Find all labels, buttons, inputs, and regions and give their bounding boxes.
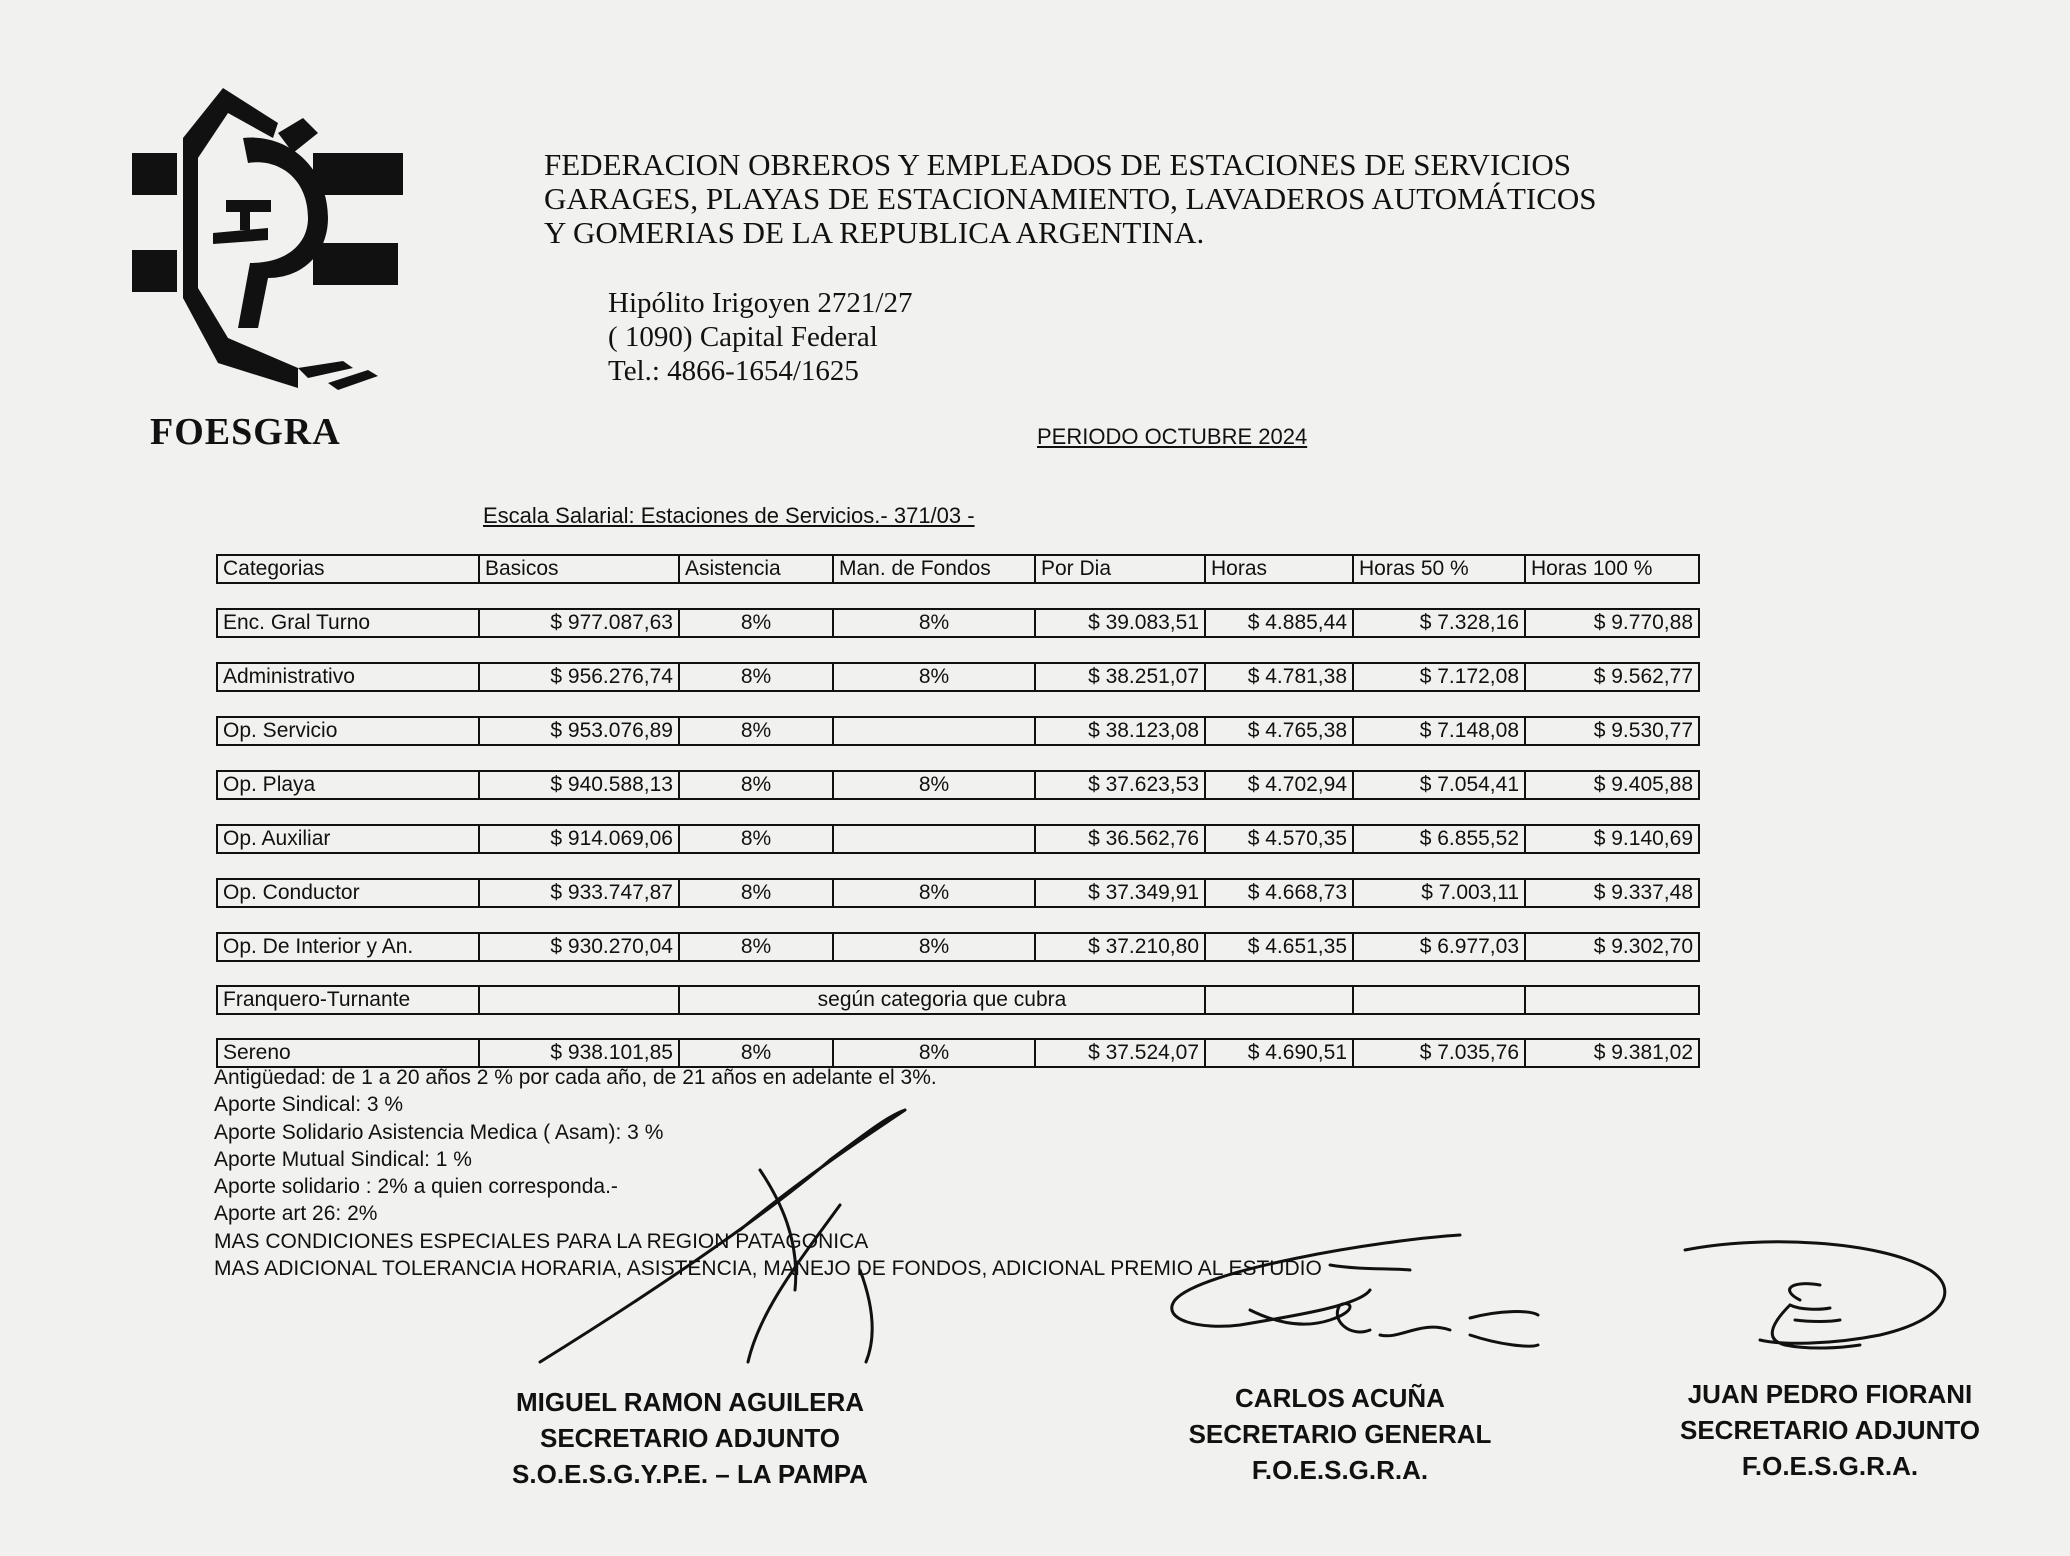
address-phone: Tel.: 4866-1654/1625 bbox=[608, 355, 859, 387]
man-fondos-cell: 8% bbox=[834, 878, 1036, 908]
category-cell: Op. Playa bbox=[216, 770, 480, 800]
signatory-role: SECRETARIO ADJUNTO bbox=[540, 1423, 840, 1453]
table-row bbox=[216, 770, 1700, 800]
address-block bbox=[608, 286, 912, 388]
horas-100-cell: $ 9.337,48 bbox=[1526, 878, 1700, 908]
category-cell: Administrativo bbox=[216, 662, 480, 692]
signatory-org: F.O.E.S.G.R.A. bbox=[1741, 1451, 1919, 1481]
por-dia-cell: $ 36.562,76 bbox=[1036, 824, 1206, 854]
horas-cell: $ 4.765,38 bbox=[1206, 716, 1354, 746]
horas-100-cell: $ 9.405,88 bbox=[1526, 770, 1700, 800]
category-cell: Op. Auxiliar bbox=[216, 824, 480, 854]
signatory-name: MIGUEL RAMON AGUILERA bbox=[515, 1387, 865, 1417]
signatory-org: F.O.E.S.G.R.A. bbox=[1251, 1455, 1429, 1485]
note-line: Aporte Mutual Sindical: 1 % bbox=[214, 1147, 472, 1171]
basico-cell: $ 938.101,85 bbox=[480, 1038, 680, 1068]
category-cell: Op. Conductor bbox=[216, 878, 480, 908]
asistencia-cell: 8% bbox=[680, 608, 834, 638]
por-dia-cell: $ 37.524,07 bbox=[1036, 1038, 1206, 1068]
signature-fiorani bbox=[1685, 1242, 1945, 1348]
basico-cell: $ 933.747,87 bbox=[480, 878, 680, 908]
signatory-block bbox=[1100, 1380, 1580, 1488]
horas-cell: $ 4.781,38 bbox=[1206, 662, 1354, 692]
man-fondos-cell bbox=[834, 824, 1036, 854]
horas-50-cell: $ 7.328,16 bbox=[1354, 608, 1526, 638]
logo-wordmark: FOESGRA bbox=[150, 411, 341, 453]
foesgra-logo bbox=[128, 78, 408, 418]
basico-cell: $ 930.270,04 bbox=[480, 932, 680, 962]
basico-cell: $ 940.588,13 bbox=[480, 770, 680, 800]
horas-50-cell: $ 7.148,08 bbox=[1354, 716, 1526, 746]
signatory-org: S.O.E.S.G.Y.P.E. – LA PAMPA bbox=[512, 1459, 868, 1489]
signatory-role: SECRETARIO GENERAL bbox=[1188, 1419, 1492, 1449]
table-row bbox=[216, 932, 1700, 962]
horas-cell: $ 4.702,94 bbox=[1206, 770, 1354, 800]
man-fondos-cell: 8% bbox=[834, 1038, 1036, 1068]
horas-100-cell: $ 9.302,70 bbox=[1526, 932, 1700, 962]
asistencia-cell: 8% bbox=[680, 662, 834, 692]
org-name-line: GARAGES, PLAYAS DE ESTACIONAMIENTO, LAVADEROS AUTOMÁTICOS bbox=[544, 181, 1597, 216]
horas-cell: $ 4.651,35 bbox=[1206, 932, 1354, 962]
signatory-role: SECRETARIO ADJUNTO bbox=[1680, 1415, 1980, 1445]
man-fondos-cell: 8% bbox=[834, 662, 1036, 692]
horas-100-cell: $ 9.770,88 bbox=[1526, 608, 1700, 638]
column-header: Horas 100 % bbox=[1526, 554, 1700, 584]
note-line: MAS ADICIONAL TOLERANCIA HORARIA, ASISTENCIA, MANEJO DE FONDOS, ADICIONAL PREMIO AL ESTUDIO bbox=[214, 1257, 1322, 1281]
por-dia-cell: $ 37.623,53 bbox=[1036, 770, 1206, 800]
por-dia-cell: $ 37.349,91 bbox=[1036, 878, 1206, 908]
horas-50-cell: $ 7.054,41 bbox=[1354, 770, 1526, 800]
basico-cell bbox=[480, 985, 680, 1015]
basico-cell: $ 956.276,74 bbox=[480, 662, 680, 692]
note-line: Aporte solidario : 2% a quien corresponda.- bbox=[214, 1175, 618, 1199]
signatory-name: JUAN PEDRO FIORANI bbox=[1687, 1379, 1973, 1409]
salary-scale-title: Escala Salarial: Estaciones de Servicios.- 371/03 - bbox=[483, 503, 975, 528]
org-name-line: Y GOMERIAS DE LA REPUBLICA ARGENTINA. bbox=[544, 215, 1205, 250]
franquero-note: según categoria que cubra bbox=[680, 985, 1206, 1015]
signatory-block bbox=[1590, 1376, 2070, 1484]
horas-50-cell bbox=[1354, 985, 1526, 1015]
column-header: Basicos bbox=[480, 554, 680, 584]
basico-cell: $ 953.076,89 bbox=[480, 716, 680, 746]
notes-block bbox=[214, 1064, 1322, 1282]
man-fondos-cell: 8% bbox=[834, 770, 1036, 800]
table-row bbox=[216, 662, 1700, 692]
horas-50-cell: $ 7.172,08 bbox=[1354, 662, 1526, 692]
note-line: Antigüedad: de 1 a 20 años 2 % por cada año, de 21 años en adelante el 3%. bbox=[214, 1066, 937, 1089]
organization-name bbox=[544, 148, 1597, 250]
horas-100-cell: $ 9.381,02 bbox=[1526, 1038, 1700, 1068]
horas-cell: $ 4.690,51 bbox=[1206, 1038, 1354, 1068]
signatory-block bbox=[450, 1384, 930, 1492]
basico-cell: $ 977.087,63 bbox=[480, 608, 680, 638]
category-cell: Enc. Gral Turno bbox=[216, 608, 480, 638]
basico-cell: $ 914.069,06 bbox=[480, 824, 680, 854]
column-header: Asistencia bbox=[680, 554, 834, 584]
asistencia-cell: 8% bbox=[680, 932, 834, 962]
man-fondos-cell: 8% bbox=[834, 608, 1036, 638]
category-cell: Op. De Interior y An. bbox=[216, 932, 480, 962]
horas-cell: $ 4.668,73 bbox=[1206, 878, 1354, 908]
address-street: Hipólito Irigoyen 2721/27 bbox=[608, 287, 913, 319]
asistencia-cell: 8% bbox=[680, 878, 834, 908]
note-line: Aporte Sindical: 3 % bbox=[214, 1093, 404, 1117]
asistencia-cell: 8% bbox=[680, 824, 834, 854]
column-header: Man. de Fondos bbox=[834, 554, 1036, 584]
por-dia-cell: $ 38.251,07 bbox=[1036, 662, 1206, 692]
table-row bbox=[216, 824, 1700, 854]
asistencia-cell: 8% bbox=[680, 770, 834, 800]
horas-100-cell: $ 9.140,69 bbox=[1526, 824, 1700, 854]
table-row bbox=[216, 608, 1700, 638]
asistencia-cell: 8% bbox=[680, 1038, 834, 1068]
horas-cell: $ 4.570,35 bbox=[1206, 824, 1354, 854]
note-line: MAS CONDICIONES ESPECIALES PARA LA REGION PATAGONICA bbox=[214, 1229, 869, 1253]
horas-100-cell bbox=[1526, 985, 1700, 1015]
column-header: Categorias bbox=[216, 554, 480, 584]
category-cell: Op. Servicio bbox=[216, 716, 480, 746]
por-dia-cell: $ 37.210,80 bbox=[1036, 932, 1206, 962]
asistencia-cell: 8% bbox=[680, 716, 834, 746]
column-header: Horas 50 % bbox=[1354, 554, 1526, 584]
horas-100-cell: $ 9.562,77 bbox=[1526, 662, 1700, 692]
por-dia-cell: $ 38.123,08 bbox=[1036, 716, 1206, 746]
horas-50-cell: $ 6.977,03 bbox=[1354, 932, 1526, 962]
address-city: ( 1090) Capital Federal bbox=[608, 321, 878, 353]
category-cell: Franquero-Turnante bbox=[216, 985, 480, 1015]
horas-50-cell: $ 6.855,52 bbox=[1354, 824, 1526, 854]
column-header: Horas bbox=[1206, 554, 1354, 584]
category-cell: Sereno bbox=[216, 1038, 480, 1068]
man-fondos-cell: 8% bbox=[834, 932, 1036, 962]
horas-100-cell: $ 9.530,77 bbox=[1526, 716, 1700, 746]
horas-cell: $ 4.885,44 bbox=[1206, 608, 1354, 638]
period-label: PERIODO OCTUBRE 2024 bbox=[1037, 424, 1308, 449]
por-dia-cell: $ 39.083,51 bbox=[1036, 608, 1206, 638]
note-line: Aporte art 26: 2% bbox=[214, 1202, 378, 1226]
horas-cell bbox=[1206, 985, 1354, 1015]
table-row bbox=[216, 716, 1700, 746]
horas-50-cell: $ 7.035,76 bbox=[1354, 1038, 1526, 1068]
signatory-name: CARLOS ACUÑA bbox=[1235, 1383, 1445, 1413]
org-name-line: FEDERACION OBREROS Y EMPLEADOS DE ESTACIONES DE SERVICIOS bbox=[544, 147, 1571, 182]
table-header-row bbox=[216, 554, 1700, 584]
man-fondos-cell bbox=[834, 716, 1036, 746]
table-row-franquero bbox=[216, 985, 1700, 1015]
note-line: Aporte Solidario Asistencia Medica ( Asam): 3 % bbox=[214, 1120, 664, 1144]
horas-50-cell: $ 7.003,11 bbox=[1354, 878, 1526, 908]
column-header: Por Dia bbox=[1036, 554, 1206, 584]
table-row bbox=[216, 878, 1700, 908]
